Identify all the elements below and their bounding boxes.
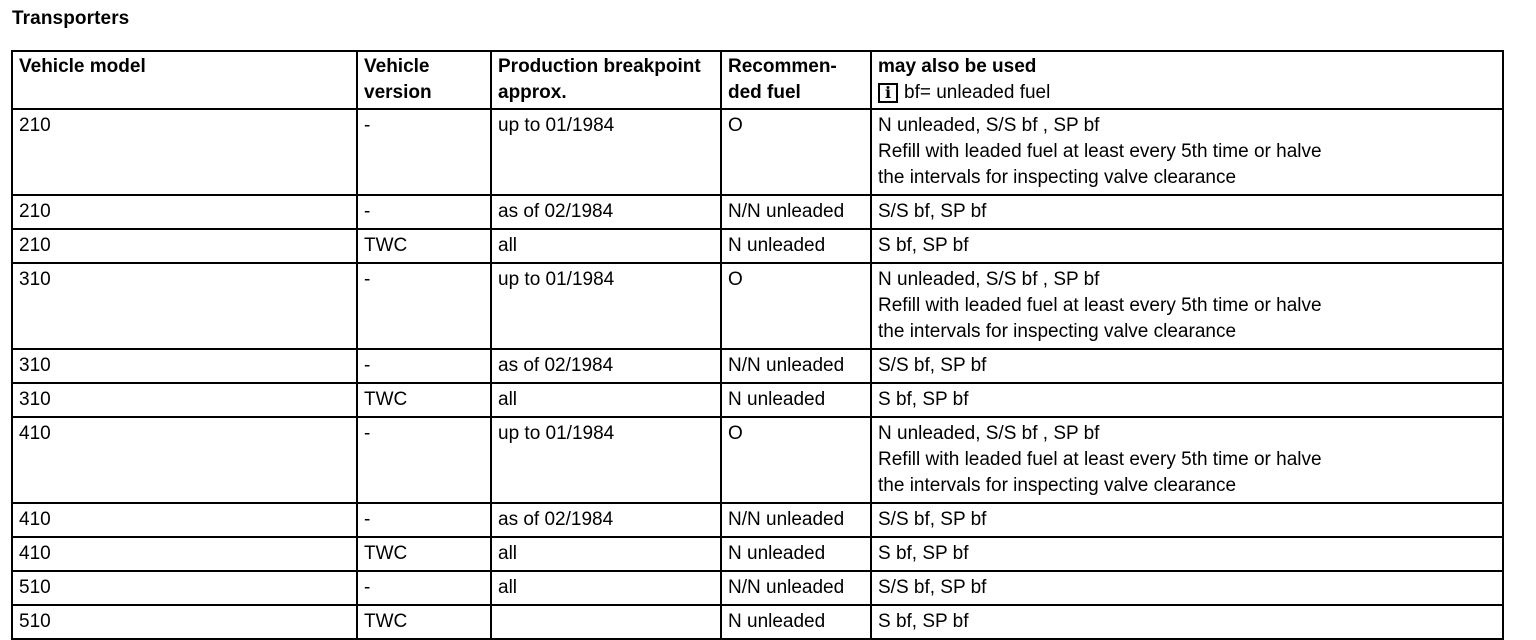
header-also-used-note-row [878, 80, 1496, 106]
cell-production-breakpoint: all [491, 571, 721, 605]
cell-may-also-be-used [871, 537, 1503, 571]
cell-vehicle-model: 210 [12, 195, 357, 229]
cell-recommended-fuel: N/N unleaded [721, 503, 871, 537]
cell-vehicle-version: - [357, 195, 491, 229]
cell-production-breakpoint: up to 01/1984 [491, 417, 721, 503]
cell-may-also-be-used [871, 503, 1503, 537]
header-also-used-line1: may also be used [878, 56, 1037, 77]
cell-may-also-be-used [871, 571, 1503, 605]
header-production-line1: Production breakpoint [498, 56, 701, 77]
also-used-line: S bf, SP bf [878, 611, 969, 632]
cell-recommended-fuel: N unleaded [721, 383, 871, 417]
also-used-line: S/S bf, SP bf [878, 577, 987, 598]
cell-production-breakpoint: as of 02/1984 [491, 195, 721, 229]
cell-vehicle-model: 410 [12, 417, 357, 503]
header-vehicle-model [12, 51, 357, 109]
cell-vehicle-version: - [357, 109, 491, 195]
cell-vehicle-model: 310 [12, 349, 357, 383]
cell-recommended-fuel: N unleaded [721, 229, 871, 263]
table-body [12, 109, 1503, 639]
cell-may-also-be-used [871, 417, 1503, 503]
cell-vehicle-version: TWC [357, 537, 491, 571]
fuel-table [11, 50, 1504, 640]
cell-vehicle-version: - [357, 417, 491, 503]
page-title: Transporters [12, 8, 130, 29]
table-row [12, 263, 1503, 349]
cell-may-also-be-used [871, 229, 1503, 263]
table-row [12, 605, 1503, 639]
header-vehicle-version-line2: version [364, 82, 432, 103]
header-also-used-note: bf= unleaded fuel [904, 82, 1051, 103]
cell-recommended-fuel: O [721, 109, 871, 195]
also-used-line: S/S bf, SP bf [878, 201, 987, 222]
cell-recommended-fuel: N unleaded [721, 537, 871, 571]
also-used-line: the intervals for inspecting valve clearance [878, 321, 1237, 342]
header-may-also-be-used [871, 51, 1503, 109]
cell-vehicle-model: 310 [12, 383, 357, 417]
header-recommended-fuel [721, 51, 871, 109]
table-header [12, 51, 1503, 109]
also-used-line: the intervals for inspecting valve clearance [878, 167, 1237, 188]
table-row [12, 349, 1503, 383]
info-icon: i [878, 83, 898, 103]
also-used-line: S bf, SP bf [878, 543, 969, 564]
table-row [12, 195, 1503, 229]
header-vehicle-version-line1: Vehicle [364, 56, 430, 77]
table-row [12, 537, 1503, 571]
cell-production-breakpoint: up to 01/1984 [491, 263, 721, 349]
cell-may-also-be-used [871, 383, 1503, 417]
also-used-line: Refill with leaded fuel at least every 5th time or halve [878, 141, 1322, 162]
cell-production-breakpoint: as of 02/1984 [491, 349, 721, 383]
table-row [12, 383, 1503, 417]
cell-may-also-be-used [871, 605, 1503, 639]
cell-production-breakpoint: as of 02/1984 [491, 503, 721, 537]
cell-recommended-fuel: N/N unleaded [721, 571, 871, 605]
cell-recommended-fuel: O [721, 417, 871, 503]
header-vehicle-version [357, 51, 491, 109]
cell-vehicle-model: 410 [12, 503, 357, 537]
header-recommended-line2: ded fuel [728, 82, 801, 103]
cell-recommended-fuel: O [721, 263, 871, 349]
table-row [12, 571, 1503, 605]
also-used-line: N unleaded, S/S bf , SP bf [878, 423, 1100, 444]
cell-vehicle-version: - [357, 503, 491, 537]
cell-vehicle-version: TWC [357, 229, 491, 263]
cell-vehicle-model: 510 [12, 605, 357, 639]
also-used-line: S/S bf, SP bf [878, 355, 987, 376]
header-production-breakpoint [491, 51, 721, 109]
also-used-line: N unleaded, S/S bf , SP bf [878, 115, 1100, 136]
cell-production-breakpoint: all [491, 383, 721, 417]
table-row [12, 503, 1503, 537]
cell-production-breakpoint: all [491, 229, 721, 263]
cell-may-also-be-used [871, 195, 1503, 229]
header-production-line2: approx. [498, 82, 567, 103]
cell-vehicle-version: - [357, 263, 491, 349]
cell-vehicle-version: TWC [357, 383, 491, 417]
header-vehicle-model-label: Vehicle model [19, 56, 146, 77]
cell-vehicle-model: 310 [12, 263, 357, 349]
cell-may-also-be-used [871, 349, 1503, 383]
cell-recommended-fuel: N/N unleaded [721, 195, 871, 229]
cell-vehicle-version: TWC [357, 605, 491, 639]
cell-recommended-fuel: N/N unleaded [721, 349, 871, 383]
table-row [12, 229, 1503, 263]
table-row [12, 417, 1503, 503]
cell-vehicle-version: - [357, 349, 491, 383]
cell-recommended-fuel: N unleaded [721, 605, 871, 639]
also-used-line: the intervals for inspecting valve clearance [878, 475, 1237, 496]
also-used-line: S/S bf, SP bf [878, 509, 987, 530]
cell-vehicle-model: 410 [12, 537, 357, 571]
cell-may-also-be-used [871, 263, 1503, 349]
cell-vehicle-version: - [357, 571, 491, 605]
header-row [12, 51, 1503, 109]
cell-production-breakpoint [491, 605, 721, 639]
cell-may-also-be-used [871, 109, 1503, 195]
cell-production-breakpoint: all [491, 537, 721, 571]
cell-vehicle-model: 210 [12, 109, 357, 195]
cell-vehicle-model: 510 [12, 571, 357, 605]
also-used-line: S bf, SP bf [878, 235, 969, 256]
cell-vehicle-model: 210 [12, 229, 357, 263]
also-used-line: Refill with leaded fuel at least every 5th time or halve [878, 295, 1322, 316]
also-used-line: Refill with leaded fuel at least every 5th time or halve [878, 449, 1322, 470]
header-recommended-line1: Recommen- [728, 56, 837, 77]
table-row [12, 109, 1503, 195]
also-used-line: N unleaded, S/S bf , SP bf [878, 269, 1100, 290]
cell-production-breakpoint: up to 01/1984 [491, 109, 721, 195]
also-used-line: S bf, SP bf [878, 389, 969, 410]
